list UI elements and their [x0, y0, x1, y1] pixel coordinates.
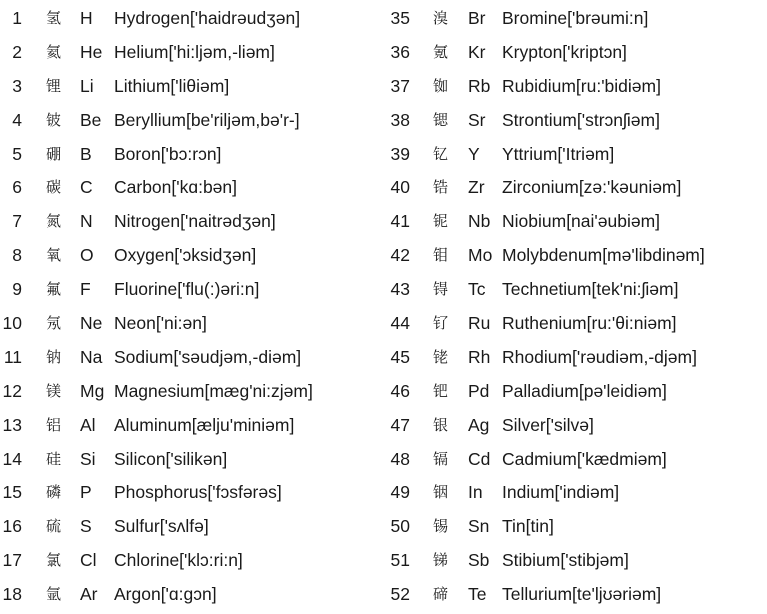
chinese-name: 镁: [46, 381, 62, 400]
element-symbol: Si: [80, 448, 96, 469]
atomic-number: 18: [2, 584, 22, 605]
element-symbol: Nb: [468, 211, 491, 232]
element-symbol: Ar: [80, 584, 98, 605]
chinese-name: 锝: [433, 280, 449, 299]
right-column: [388, 4, 767, 614]
chinese-name: 氢: [46, 9, 62, 27]
element-row: [0, 4, 380, 38]
chinese-name: 镉: [433, 449, 449, 468]
english-name-pronunciation: Krypton['kriptɔn]: [502, 41, 627, 62]
element-row: [388, 140, 767, 174]
english-name-pronunciation: Chlorine['klɔ:ri:n]: [114, 550, 243, 571]
english-name-pronunciation: Strontium['strɔnʃiəm]: [502, 109, 660, 130]
english-name-pronunciation: Molybdenum[mə'libdinəm]: [502, 245, 705, 266]
element-row: [0, 106, 380, 140]
chinese-name: 硫: [46, 517, 62, 536]
element-row: [0, 38, 380, 72]
english-name-pronunciation: Carbon['kɑ:bən]: [114, 177, 238, 198]
element-symbol: Cd: [468, 448, 491, 469]
atomic-number: 6: [12, 177, 22, 198]
chinese-name: 银: [433, 415, 449, 434]
english-name-pronunciation: Argon['ɑ:gɔn]: [114, 584, 217, 605]
atomic-number: 52: [390, 584, 410, 605]
element-row: [0, 173, 380, 207]
english-name-pronunciation: Phosphorus['fɔsfərəs]: [114, 482, 282, 503]
element-row: [0, 241, 380, 275]
english-name-pronunciation: Fluorine['flu(:)əri:n]: [114, 279, 260, 300]
atomic-number: 36: [390, 41, 410, 62]
element-symbol: Sr: [468, 109, 486, 130]
chinese-name: 锂: [46, 76, 62, 95]
element-symbol: Mo: [468, 245, 493, 266]
english-name-pronunciation: Indium['indiəm]: [502, 482, 620, 503]
english-name-pronunciation: Magnesium[mæg'ni:zjəm]: [114, 380, 313, 401]
english-name-pronunciation: Niobium[nai'əubiəm]: [502, 211, 661, 232]
chinese-name: 钠: [46, 347, 62, 366]
english-name-pronunciation: Silicon['silikən]: [114, 448, 228, 469]
atomic-number: 17: [2, 550, 22, 571]
atomic-number: 42: [390, 245, 410, 266]
element-symbol: Ne: [80, 313, 103, 334]
atomic-number: 37: [390, 75, 410, 96]
english-name-pronunciation: Cadmium['kædmiəm]: [502, 448, 667, 469]
atomic-number: 13: [2, 414, 22, 435]
element-row: [388, 72, 767, 106]
element-row: [0, 512, 380, 546]
element-symbol: Kr: [468, 41, 486, 62]
element-row: [388, 106, 767, 140]
element-row: [0, 580, 380, 614]
atomic-number: 10: [2, 313, 22, 334]
atomic-number: 9: [12, 279, 22, 300]
element-row: [388, 38, 767, 72]
atomic-number: 12: [2, 380, 22, 401]
element-symbol: C: [80, 177, 93, 198]
element-row: [0, 72, 380, 106]
chinese-name: 钌: [433, 314, 449, 333]
atomic-number: 35: [390, 8, 410, 28]
element-row: [388, 309, 767, 343]
chinese-name: 氩: [46, 585, 62, 604]
atomic-number: 48: [390, 448, 410, 469]
element-symbol: Ag: [468, 414, 490, 435]
element-row: [388, 275, 767, 309]
element-row: [388, 4, 767, 38]
element-symbol: Br: [468, 8, 486, 28]
chinese-name: 钯: [433, 381, 449, 400]
atomic-number: 41: [390, 211, 410, 232]
element-row: [388, 343, 767, 377]
atomic-number: 8: [12, 245, 22, 266]
chinese-name: 硼: [46, 144, 62, 163]
element-row: [0, 546, 380, 580]
element-row: [388, 207, 767, 241]
english-name-pronunciation: Ruthenium[ru:'θi:niəm]: [502, 313, 677, 334]
english-name-pronunciation: Palladium[pə'leidiəm]: [502, 380, 667, 401]
atomic-number: 47: [390, 414, 410, 435]
atomic-number: 16: [2, 516, 22, 537]
atomic-number: 39: [390, 143, 410, 164]
element-row: [0, 309, 380, 343]
element-row: [388, 512, 767, 546]
element-row: [388, 580, 767, 614]
atomic-number: 46: [390, 380, 410, 401]
atomic-number: 44: [390, 313, 410, 334]
element-symbol: Y: [468, 143, 480, 164]
element-row: [0, 140, 380, 174]
element-symbol: Tc: [468, 279, 486, 300]
element-row: [388, 173, 767, 207]
chinese-name: 铑: [433, 347, 449, 366]
element-symbol: Rh: [468, 346, 491, 367]
atomic-number: 43: [390, 279, 410, 300]
element-symbol: P: [80, 482, 92, 503]
atomic-number: 5: [12, 143, 22, 164]
chinese-name: 氪: [433, 42, 449, 61]
element-symbol: S: [80, 516, 92, 537]
element-row: [388, 377, 767, 411]
atomic-number: 45: [390, 346, 410, 367]
element-row: [388, 241, 767, 275]
element-row: [388, 478, 767, 512]
element-symbol: B: [80, 143, 92, 164]
atomic-number: 1: [12, 8, 22, 28]
element-row: [0, 478, 380, 512]
english-name-pronunciation: Zirconium[zə:'kəuniəm]: [502, 177, 682, 198]
chinese-name: 氮: [46, 212, 62, 231]
element-row: [0, 377, 380, 411]
chinese-name: 硅: [46, 449, 62, 468]
element-symbol: O: [80, 245, 94, 266]
chinese-name: 溴: [433, 9, 449, 27]
english-name-pronunciation: Technetium[tek'ni:ʃiəm]: [502, 279, 679, 300]
element-row: [0, 445, 380, 479]
atomic-number: 50: [390, 516, 410, 537]
english-name-pronunciation: Yttrium['Itriəm]: [502, 143, 615, 164]
atomic-number: 11: [3, 346, 22, 367]
element-symbol: Cl: [80, 550, 97, 571]
element-symbol: Te: [468, 584, 487, 605]
english-name-pronunciation: Boron['bɔ:rɔn]: [114, 143, 222, 164]
atomic-number: 38: [390, 109, 410, 130]
english-name-pronunciation: Neon['ni:ən]: [114, 313, 207, 334]
english-name-pronunciation: Beryllium[be'riljəm,bə'r-]: [114, 109, 300, 130]
atomic-number: 14: [2, 448, 22, 469]
chinese-name: 氯: [46, 551, 62, 570]
element-symbol: Sb: [468, 550, 490, 571]
english-name-pronunciation: Sulfur['sʌlfə]: [114, 516, 209, 537]
chinese-name: 锶: [433, 110, 449, 129]
element-symbol: F: [80, 279, 91, 300]
english-name-pronunciation: Helium['hi:ljəm,-liəm]: [114, 41, 275, 62]
left-column: [0, 4, 380, 614]
element-symbol: He: [80, 41, 103, 62]
english-name-pronunciation: Rubidium[ru:'bidiəm]: [502, 75, 661, 96]
chinese-name: 氦: [46, 42, 62, 61]
english-name-pronunciation: Tin[tin]: [502, 516, 554, 537]
element-symbol: Rb: [468, 75, 491, 96]
element-symbol: In: [468, 482, 483, 503]
chinese-name: 氖: [46, 314, 62, 333]
atomic-number: 4: [12, 109, 22, 130]
chinese-name: 碲: [433, 585, 449, 604]
element-symbol: Li: [80, 75, 94, 96]
element-row: [388, 411, 767, 445]
element-symbol: Mg: [80, 380, 105, 401]
atomic-number: 3: [12, 75, 22, 96]
chinese-name: 铟: [433, 483, 449, 502]
english-name-pronunciation: Silver['silvə]: [502, 414, 594, 435]
atomic-number: 40: [390, 177, 410, 198]
english-name-pronunciation: Sodium['səudjəm,-diəm]: [114, 346, 302, 367]
english-name-pronunciation: Nitrogen['naitrədʒən]: [114, 211, 276, 232]
atomic-number: 15: [2, 482, 22, 503]
chinese-name: 铝: [46, 415, 62, 434]
element-symbol: N: [80, 211, 93, 232]
chinese-name: 锑: [433, 551, 449, 570]
element-symbol: Al: [80, 414, 96, 435]
atomic-number: 2: [12, 41, 22, 62]
english-name-pronunciation: Hydrogen['haidrəudʒən]: [114, 8, 301, 28]
chinese-name: 碳: [46, 178, 62, 197]
element-row: [0, 207, 380, 241]
element-row: [388, 445, 767, 479]
chinese-name: 锆: [433, 178, 449, 197]
element-symbol: Pd: [468, 380, 490, 401]
english-name-pronunciation: Aluminum[ælju'miniəm]: [114, 414, 295, 435]
english-name-pronunciation: Tellurium[te'ljʊəriəm]: [502, 584, 662, 605]
element-row: [0, 275, 380, 309]
atomic-number: 51: [390, 550, 410, 571]
chinese-name: 锡: [433, 517, 449, 536]
chinese-name: 磷: [46, 483, 62, 502]
element-row: [0, 343, 380, 377]
chinese-name: 铌: [433, 212, 449, 231]
element-symbol: Sn: [468, 516, 490, 537]
element-row: [388, 546, 767, 580]
english-name-pronunciation: Rhodium['rəudiəm,-djəm]: [502, 346, 697, 367]
english-name-pronunciation: Lithium['liθiəm]: [114, 75, 230, 96]
atomic-number: 49: [390, 482, 410, 503]
chinese-name: 铷: [433, 76, 449, 95]
element-symbol: Na: [80, 346, 103, 367]
element-symbol: Be: [80, 109, 102, 130]
chinese-name: 钼: [433, 246, 449, 265]
element-symbol: Zr: [468, 177, 485, 198]
chinese-name: 铍: [46, 110, 62, 129]
chinese-name: 氧: [46, 246, 62, 265]
element-symbol: Ru: [468, 313, 491, 334]
chinese-name: 氟: [46, 280, 62, 299]
english-name-pronunciation: Stibium['stibjəm]: [502, 550, 629, 571]
atomic-number: 7: [12, 211, 22, 232]
english-name-pronunciation: Oxygen['ɔksidʒən]: [114, 245, 257, 266]
english-name-pronunciation: Bromine['brəumi:n]: [502, 8, 649, 28]
element-symbol: H: [80, 8, 93, 28]
chinese-name: 钇: [433, 144, 449, 163]
element-row: [0, 411, 380, 445]
